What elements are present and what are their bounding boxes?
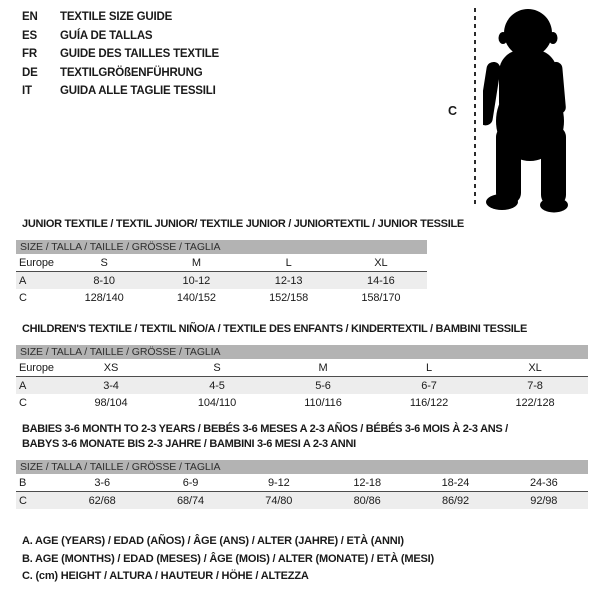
size-table-section: [0, 217, 600, 306]
row-label: Europe: [16, 254, 58, 272]
row-value: S: [164, 359, 270, 377]
size-table-body: [16, 474, 588, 509]
table-row: [16, 272, 427, 290]
row-label: A: [19, 274, 27, 287]
row-label: C: [19, 291, 27, 304]
language-row: [22, 27, 219, 46]
row-value: 92/98: [530, 494, 558, 507]
size-table: [16, 359, 588, 411]
baby-height-figure: [430, 0, 600, 220]
language-title: TEXTILGRÖßENFÜHRUNG: [60, 66, 203, 79]
size-table-section: [0, 322, 600, 411]
table-row: [16, 377, 588, 395]
row-value: S: [58, 254, 150, 272]
row-value: XL: [482, 359, 588, 377]
size-table: [16, 474, 588, 509]
row-value: M: [150, 254, 242, 272]
row-value: 24-36: [500, 474, 588, 492]
language-code: FR: [22, 48, 37, 60]
language-title: GUIDA ALLE TAGLIE TESSILI: [60, 85, 216, 97]
language-row: [22, 45, 219, 64]
table-title: CHILDREN'S TEXTILE / TEXTIL NIÑO/A / TEXTILE DES ENFANTS / KINDERTEXTIL / BAMBINI TESSILE: [22, 323, 527, 335]
legend-line: B. AGE (MONTHS) / EDAD (MESES) / ÂGE (MOIS) / ALTER (MONATE) / ETÀ (MESI): [22, 552, 434, 565]
table-title: BABYS 3-6 MONATE BIS 2-3 JAHRE / BAMBINI 3-6 MESI A 2-3 ANNI: [22, 438, 356, 450]
row-value: 140/152: [176, 291, 216, 304]
row-value: 12-13: [274, 274, 303, 287]
height-measure-label: C: [448, 104, 458, 118]
row-value: 8-10: [93, 274, 115, 287]
language-code: ES: [22, 29, 37, 42]
row-label: Europe: [16, 359, 58, 377]
language-row: [22, 64, 219, 83]
row-value: 74/80: [265, 494, 293, 507]
row-value: 62/68: [88, 494, 116, 507]
height-measure-dashed-line: [474, 8, 476, 208]
row-value: 116/122: [409, 396, 449, 409]
table-row: [16, 492, 588, 510]
row-value: 104/110: [197, 396, 237, 409]
row-value: 3-6: [58, 474, 146, 492]
row-value: 158/170: [361, 291, 401, 304]
language-row: [22, 8, 219, 27]
language-title: TEXTILE SIZE GUIDE: [60, 11, 173, 23]
row-value: 122/128: [515, 396, 555, 409]
size-header-bar: SIZE / TALLA / TAILLE / GRÖSSE / TAGLIA: [16, 345, 588, 359]
size-tables-area: [0, 217, 600, 586]
row-value: 4-5: [209, 379, 225, 392]
language-code: DE: [22, 66, 38, 79]
legend-line: A. AGE (YEARS) / EDAD (AÑOS) / ÂGE (ANS) / ALTER (JAHRE) / ETÀ (ANNI): [22, 535, 404, 547]
row-value: XS: [58, 359, 164, 377]
row-label: A: [19, 379, 27, 392]
row-value: XL: [335, 254, 427, 272]
size-table-section: [0, 422, 600, 509]
size-header-bar: SIZE / TALLA / TAILLE / GRÖSSE / TAGLIA: [16, 460, 588, 474]
row-value: 14-16: [367, 274, 395, 287]
row-value: 80/86: [353, 494, 381, 507]
row-value: 128/140: [84, 291, 124, 304]
table-row: [16, 394, 588, 411]
size-table-body: [16, 359, 588, 411]
row-label: C: [19, 396, 27, 409]
row-label: C: [19, 494, 27, 507]
row-value: 5-6: [315, 379, 331, 392]
row-value: 110/116: [304, 396, 342, 409]
size-header-bar: SIZE / TALLA / TAILLE / GRÖSSE / TAGLIA: [16, 240, 427, 254]
row-value: 6-7: [421, 379, 437, 392]
language-title: GUÍA DE TALLAS: [60, 29, 153, 42]
baby-silhouette-icon: [483, 6, 585, 214]
row-value: 152/158: [269, 291, 309, 304]
legend-line: C. (cm) HEIGHT / ALTURA / HAUTEUR / HÖHE / ALTEZZA: [22, 570, 309, 582]
size-table: [16, 254, 427, 306]
row-value: 12-18: [323, 474, 411, 492]
row-value: 18-24: [411, 474, 499, 492]
table-row: [16, 359, 588, 377]
language-code: IT: [22, 85, 32, 97]
measure-legend: [22, 533, 600, 586]
table-title: JUNIOR TEXTILE / TEXTIL JUNIOR/ TEXTILE JUNIOR / JUNIORTEXTIL / JUNIOR TESSILE: [22, 218, 464, 230]
row-value: 7-8: [527, 379, 543, 392]
language-code: EN: [22, 11, 38, 23]
table-row: [16, 289, 427, 306]
row-value: 6-9: [146, 474, 234, 492]
language-title-list: [22, 8, 219, 101]
row-value: 86/92: [441, 494, 469, 507]
row-label: B: [16, 474, 58, 492]
row-value: 10-12: [182, 274, 211, 287]
row-value: L: [243, 254, 335, 272]
size-table-body: [16, 254, 427, 306]
table-row: [16, 474, 588, 492]
table-title: BABIES 3-6 MONTH TO 2-3 YEARS / BEBÉS 3-6 MESES A 2-3 AÑOS / BÉBÉS 3-6 MOIS À 2-3 ANS /: [22, 423, 508, 435]
language-row: [22, 82, 219, 101]
row-value: 3-4: [103, 379, 119, 392]
row-value: M: [270, 359, 376, 377]
row-value: 68/74: [176, 494, 204, 507]
row-value: 98/104: [94, 396, 128, 409]
table-row: [16, 254, 427, 272]
row-value: 9-12: [235, 474, 323, 492]
row-value: L: [376, 359, 482, 377]
language-title: GUIDE DES TAILLES TEXTILE: [60, 48, 219, 60]
